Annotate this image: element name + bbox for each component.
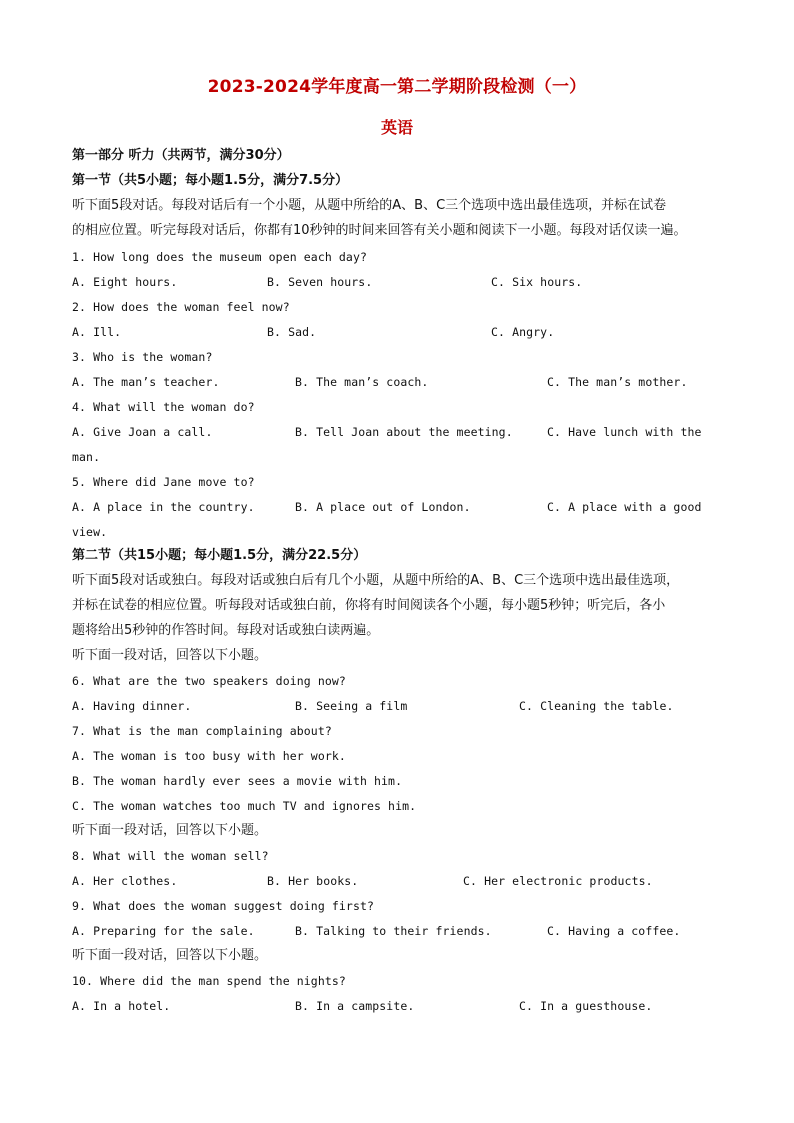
q7-option-c: C. The woman watches too much TV and ignores him. <box>72 799 417 813</box>
question-5: 5. Where did Jane move to? <box>72 475 255 489</box>
q3-option-b: B. The man’s coach. <box>295 375 429 389</box>
section2-instruction-line-2: 并标在试卷的相应位置。听每段对话或独白前，你将有时间阅读各个小题，每小题5秒钟；听完后，各小 <box>72 598 666 613</box>
q4-option-a: A. Give Joan a call. <box>72 425 213 439</box>
q5-option-c: C. A place with a good <box>547 500 702 514</box>
q4-option-b: B. Tell Joan about the meeting. <box>295 425 513 439</box>
q1-option-a: A. Eight hours. <box>72 275 178 289</box>
section2-instruction-line-3: 题将给出5秒钟的作答时间。每段对话或独白读两遍。 <box>72 623 380 638</box>
section1-instruction-line-1: 听下面5段对话。每段对话后有一个小题，从题中所给的A、B、C三个选项中选出最佳选项，并标在试卷 <box>72 198 667 213</box>
q8-option-b: B. Her books. <box>267 874 359 888</box>
q3-option-c: C. The man’s mother. <box>547 375 688 389</box>
question-9: 9. What does the woman suggest doing first? <box>72 899 375 913</box>
question-4: 4. What will the woman do? <box>72 400 255 414</box>
section1-instruction-line-2: 的相应位置。听完每段对话后，你都有10秒钟的时间来回答有关小题和阅读下一小题。每段对话仅读一遍。 <box>72 223 687 238</box>
section2-heading: 第二节（共15小题；每小题1.5分，满分22.5分） <box>72 548 367 563</box>
q2-option-a: A. Ill. <box>72 325 122 339</box>
q2-option-b: B. Sad. <box>267 325 317 339</box>
q9-option-c: C. Having a coffee. <box>547 924 681 938</box>
listening-prompt-2: 听下面一段对话，回答以下小题。 <box>72 823 268 838</box>
q1-option-c: C. Six hours. <box>491 275 583 289</box>
q5-option-c-wrap: view. <box>72 525 108 539</box>
part1-heading: 第一部分 听力（共两节，满分30分） <box>72 148 290 163</box>
q8-option-c: C. Her electronic products. <box>463 874 653 888</box>
question-6: 6. What are the two speakers doing now? <box>72 674 346 688</box>
question-10: 10. Where did the man spend the nights? <box>72 974 346 988</box>
q6-option-a: A. Having dinner. <box>72 699 192 713</box>
q7-option-a: A. The woman is too busy with her work. <box>72 749 346 763</box>
section1-heading: 第一节（共5小题；每小题1.5分，满分7.5分） <box>72 173 349 188</box>
q4-option-c-wrap: man. <box>72 450 101 464</box>
section2-instruction-line-1: 听下面5段对话或独白。每段对话或独白后有几个小题，从题中所给的A、B、C三个选项中选出最佳选项， <box>72 573 680 588</box>
q10-option-a: A. In a hotel. <box>72 999 171 1013</box>
q3-option-a: A. The man’s teacher. <box>72 375 220 389</box>
q9-option-a: A. Preparing for the sale. <box>72 924 255 938</box>
question-8: 8. What will the woman sell? <box>72 849 269 863</box>
q5-option-a: A. A place in the country. <box>72 500 255 514</box>
q2-option-c: C. Angry. <box>491 325 555 339</box>
listening-prompt-3: 听下面一段对话，回答以下小题。 <box>72 948 268 963</box>
question-3: 3. Who is the woman? <box>72 350 213 364</box>
q6-option-b: B. Seeing a film <box>295 699 408 713</box>
q4-option-c: C. Have lunch with the <box>547 425 702 439</box>
q10-option-c: C. In a guesthouse. <box>519 999 653 1013</box>
q6-option-c: C. Cleaning the table. <box>519 699 674 713</box>
question-1: 1. How long does the museum open each day? <box>72 250 367 264</box>
q5-option-b: B. A place out of London. <box>295 500 471 514</box>
exam-title: 2023-2024学年度高一第二学期阶段检测（一） <box>207 77 587 97</box>
subject-title: 英语 <box>380 118 413 137</box>
q8-option-a: A. Her clothes. <box>72 874 178 888</box>
q7-option-b: B. The woman hardly ever sees a movie with him. <box>72 774 403 788</box>
q10-option-b: B. In a campsite. <box>295 999 415 1013</box>
question-2: 2. How does the woman feel now? <box>72 300 290 314</box>
q1-option-b: B. Seven hours. <box>267 275 373 289</box>
q9-option-b: B. Talking to their friends. <box>295 924 492 938</box>
question-7: 7. What is the man complaining about? <box>72 724 332 738</box>
listening-prompt-1: 听下面一段对话，回答以下小题。 <box>72 648 268 663</box>
